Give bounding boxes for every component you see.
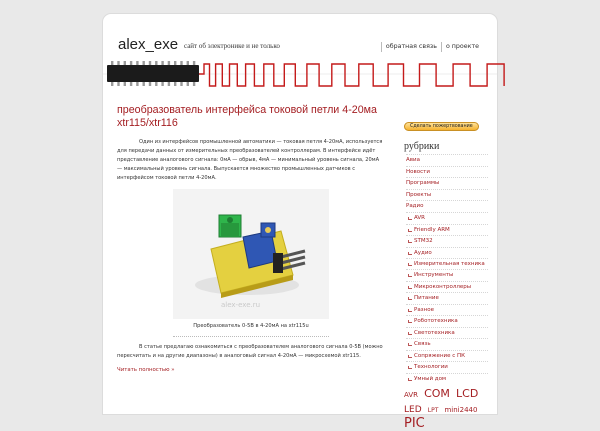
- top-navigation: [381, 42, 483, 52]
- category-link[interactable]: Робототехника: [406, 315, 488, 327]
- site-description: сайт об электронике и не только: [184, 42, 280, 50]
- nav-link-about[interactable]: о проекте: [441, 42, 483, 52]
- post-outro: В статье предлагаю ознакомиться с преобразователем аналогового сигнала 0-5В (можно пересчитать и на другие диапазоны) в аналоговый сигнал 4-20мА — микросхемой xtr115.: [117, 343, 383, 359]
- tag-link[interactable]: PIC: [404, 416, 425, 431]
- post-intro: Один из интерфейсов промышленной автоматики — токовая петля 4-20мА, используется для передачи данных от измерительных преобразователей контроллерам. В интерфейсе идёт представление аналогового сигнала: 0мА — обрыв, 4мА — минимальный уровень сигнала, 20мА — максимальный уровень сигнала. Выпускается множество промышленных датчиков с интерфейсом токовой петли 4-20мА.: [117, 139, 383, 182]
- category-link[interactable]: Авиа: [406, 154, 488, 166]
- read-more-link[interactable]: Читать полностью »: [117, 366, 175, 373]
- categories-list: [404, 154, 488, 384]
- category-link[interactable]: Связь: [406, 338, 488, 350]
- main-content: [117, 104, 385, 373]
- category-link[interactable]: Радио: [406, 200, 488, 212]
- category-link[interactable]: Светотехника: [406, 327, 488, 339]
- header-banner: [103, 58, 497, 96]
- nav-link-feedback[interactable]: обратная связь: [381, 42, 441, 52]
- site-title[interactable]: alex_exe: [118, 36, 179, 53]
- tag-link[interactable]: LED: [404, 405, 422, 416]
- donate-button[interactable]: Сделать пожертвование: [404, 122, 479, 131]
- category-link[interactable]: Friendly ARM: [406, 224, 488, 236]
- post-title-link[interactable]: преобразователь интерфейса токовой петли 4-20ма xtr115/xtr116: [117, 104, 377, 129]
- tag-cloud: [404, 386, 488, 429]
- chip-image: [107, 65, 199, 82]
- tag-link[interactable]: AVR: [404, 391, 418, 400]
- category-link[interactable]: Измерительная техника: [406, 258, 488, 269]
- categories-title: рубрики: [404, 141, 440, 152]
- category-link[interactable]: Аудио: [406, 247, 488, 259]
- page-container: [103, 14, 497, 431]
- tag-link[interactable]: LCD: [456, 387, 479, 401]
- image-caption: Преобразователь 0-5В в 4-20мА на xtr115u: [193, 323, 309, 330]
- square-wave-graphic: [199, 64, 504, 86]
- category-link[interactable]: AVR: [406, 212, 488, 224]
- tag-link[interactable]: mini2440: [444, 406, 478, 415]
- category-link[interactable]: Инструменты: [406, 269, 488, 281]
- category-link[interactable]: Проекты: [406, 189, 488, 201]
- category-link[interactable]: STM32: [406, 235, 488, 247]
- tag-link[interactable]: LPT: [427, 407, 439, 415]
- tag-link[interactable]: COM: [424, 387, 450, 401]
- category-link[interactable]: Микроконтроллеры: [406, 281, 488, 292]
- post-photo[interactable]: [173, 189, 329, 319]
- sidebar: [404, 112, 488, 429]
- post-figure: [173, 189, 329, 336]
- category-link[interactable]: Технологии: [406, 361, 488, 373]
- image-watermark: alex-exe.ru: [221, 301, 261, 310]
- category-link[interactable]: Программы: [406, 177, 488, 189]
- category-link[interactable]: Сопряжение с ПК: [406, 350, 488, 361]
- category-link[interactable]: Умный дом: [406, 373, 488, 385]
- category-link[interactable]: Разное: [406, 304, 488, 316]
- circuit-board-image: [173, 189, 329, 319]
- post-body: [117, 138, 385, 361]
- category-link[interactable]: Питание: [406, 292, 488, 304]
- category-link[interactable]: Новости: [406, 166, 488, 178]
